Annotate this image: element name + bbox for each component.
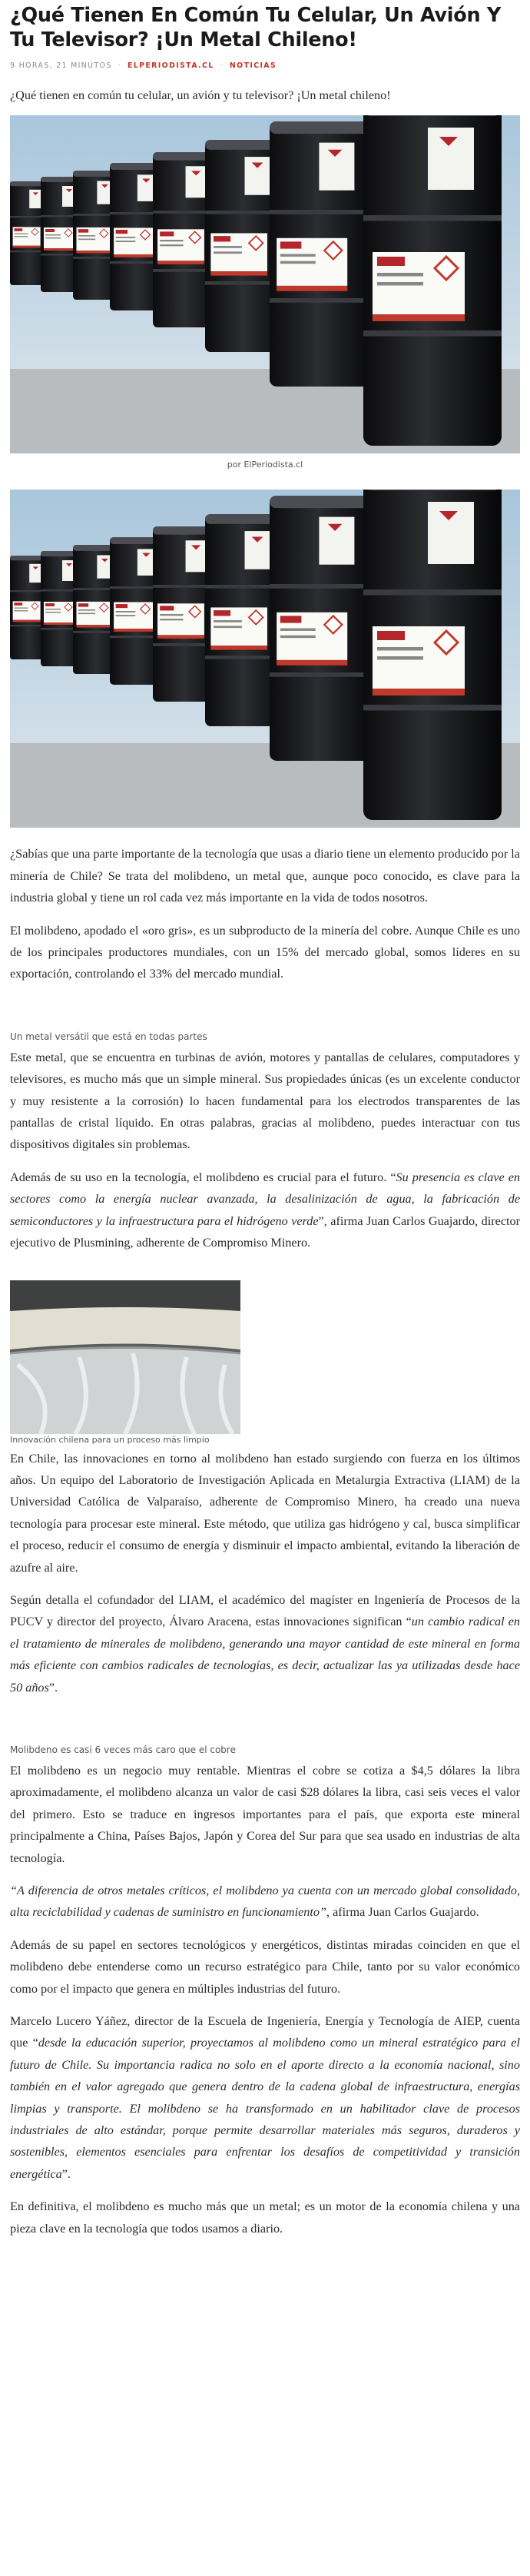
page-title: ¿Qué Tienen En Común Tu Celular, Un Avión Y Tu Televisor? ¡Un Metal Chileno! bbox=[10, 4, 502, 51]
article-meta bbox=[10, 61, 520, 72]
subheading-versatil: Un metal versátil que está en todas partes bbox=[10, 1031, 207, 1042]
molybdenum-bag-image bbox=[10, 1280, 240, 1434]
second-figure bbox=[10, 490, 520, 828]
meta-separator: · bbox=[118, 61, 121, 70]
paragraph-9: Además de su papel en sectores tecnológicos y energéticos, distintas miradas coinciden en que el molibdeno debe entenderse como un recurso estratégico para Chile, tanto por su valor económico como por el impacto que genera en múltiples industrias del futuro. bbox=[10, 1937, 520, 1996]
quote: Su presencia es clave en sectores como la energía nuclear avanzada, la desalinización de agua, la fabricación de semiconductores y la infraestructura para el hidrógeno verde bbox=[10, 1170, 520, 1228]
paragraph-5: En Chile, las innovaciones en torno al molibdeno han estado surgiendo con fuerza en los últimos años. Un equipo del Laboratorio de Investigación Aplicada en Metalurgia Extractiva (LIAM) de la Universidad Católica de Valparaíso, adherente de Compromiso Minero, ha creado una nueva tecnología para procesar este mineral. Este método, que utiliza gas hidrógeno y cal, busca simplificar el proceso, reducir el consumo de energía y disminuir el impacto ambiental, evitando la liberación de azufre al aire. bbox=[10, 1451, 520, 1575]
barrels-image bbox=[10, 490, 520, 828]
paragraph-8: “A diferencia de otros metales críticos, el molibdeno ya cuenta con un mercado global consolidado, alta reciclabilidad y cadenas de suministro en funcionamiento”, afirma Juan Carlos Guajardo. bbox=[10, 1884, 520, 1920]
author-link[interactable]: ELPERIODISTA.CL bbox=[127, 61, 214, 70]
paragraph-4: Además de su uso en la tecnología, el molibdeno es crucial para el futuro. “Su presencia es clave en sectores como la energía nuclear avanzada, la desalinización de agua, la fabricación de semiconductores y la infraestructura para el hidrógeno verde”, afirma Juan Carlos Guajardo, director ejecutivo de Plusmining, adherente de Compromiso Minero. bbox=[10, 1170, 520, 1250]
intro-paragraph: ¿Qué tienen en común tu celular, un avión y tu televisor? ¡Un metal chileno! bbox=[10, 88, 391, 102]
hero-image bbox=[10, 115, 520, 453]
paragraph-3: Este metal, que se encuentra en turbinas de avión, motores y pantallas de celulares, computadores y televisores, es mucho más que un simple mineral. Sus propiedades únicas (es un excelente conductor y muy resistente a la corrosión) lo hacen fundamental para los electrodos transparentes de las pantallas de cristal líquido. En otras palabras, gracias al molibdeno, puedes interactuar con tus dispositivos digitales sin problemas. bbox=[10, 1050, 520, 1152]
paragraph-6: Según detalla el cofundador del LIAM, el académico del magíster en Ingeniería de Procesos de la PUCV y director del proyecto, Álvaro Aracena, estas innovaciones significan “un cambio radical en el tratamiento de minerales de molibdeno, generando una mayor cantidad de este mineral en forma más eficiente con cambios radicales de tecnologías, es decir, actualizar las ya utilizadas desde hace 50 años”. bbox=[10, 1592, 520, 1695]
quote: un cambio radical en el tratamiento de minerales de molibdeno, generando una mayor cantidad de este mineral en forma más eficiente con cambios radicales de tecnologías, es decir, actualizar las ya utilizadas desde hace 50 años bbox=[10, 1615, 520, 1695]
hero-figure bbox=[10, 115, 520, 470]
paragraph-1: ¿Sabías que una parte importante de la tecnología que usas a diario tiene un elemento producido por la minería de Chile? Se trata del molibdeno, un metal que, aunque poco conocido, es clave para la industria global y tiene un rol cada vez más importante en la vida de todos nosotros. bbox=[10, 847, 520, 905]
publish-time: 9 HORAS, 21 MINUTOS bbox=[10, 61, 112, 70]
image-caption: Innovación chilena para un proceso más limpio bbox=[10, 1434, 210, 1445]
subheading-precio: Molibdeno es casi 6 veces más caro que el cobre bbox=[10, 1744, 236, 1755]
quote: “A diferencia de otros metales críticos, el molibdeno ya cuenta con un mercado global consolidado, alta reciclabilidad y cadenas de suministro en funcionamiento” bbox=[10, 1884, 520, 1920]
quote: desde la educación superior, proyectamos al molibdeno como un mineral estratégico para el futuro de Chile. Su importancia radica no solo en el aporte directo a la economía nacional, sino también en el valor agregado que genera dentro de la cadena global de infraestructura, energías limpias y transporte. El molibdeno se ha transformado en un habilitador clave de procesos industriales de alto estándar, porque permite desarrollar materiales más seguros, duraderos y sostenibles, elementos esenciales para enfrentar los desafíos de competitividad y transición energética bbox=[10, 2036, 520, 2181]
meta-separator: · bbox=[220, 61, 224, 70]
paragraph-7: El molibdeno es un negocio muy rentable. Mientras el cobre se cotiza a $4,5 dólares la libra aproximadamente, el molibdeno alcanza un valor de casi $28 dólares la libra, casi seis veces el valor del primero. Esto se traduce en ingresos importantes para el país, que exporta este mineral principalmente a China, Países Bajos, Japón y Corea del Sur para que sea usado en industrias de alta tecnología. bbox=[10, 1763, 520, 1865]
innovation-figure bbox=[10, 1280, 520, 1446]
hero-image-credit: por ElPeriodista.cl bbox=[227, 460, 303, 470]
category-link[interactable]: NOTICIAS bbox=[229, 61, 277, 70]
paragraph-2: El molibdeno, apodado el «oro gris», es un subproducto de la minería del cobre. Aunque Chile es uno de los principales productores mundiales, con un 15% del mercado global, somos líderes en su exportación, controlando el 33% del mercado mundial. bbox=[10, 923, 520, 981]
paragraph-10: Marcelo Lucero Yáñez, director de la Escuela de Ingeniería, Energía y Tecnología de AIEP, cuenta que “desde la educación superior, proyectamos al molibdeno como un mineral estratégico para el futuro de Chile. Su importancia radica no solo en el aporte directo a la economía nacional, sino también en el valor agregado que genera dentro de la cadena global de infraestructura, energías limpias y transporte. El molibdeno se ha transformado en un habilitador clave de procesos industriales de alto estándar, porque permite desarrollar materiales más seguros, duraderos y sostenibles, elementos esenciales para enfrentar los desafíos de competitividad y transición energética”. bbox=[10, 2014, 520, 2181]
paragraph-11: En definitiva, el molibdeno es mucho más que un metal; es un motor de la economía chilena y una pieza clave en la tecnología que todos usamos a diario. bbox=[10, 2199, 520, 2236]
